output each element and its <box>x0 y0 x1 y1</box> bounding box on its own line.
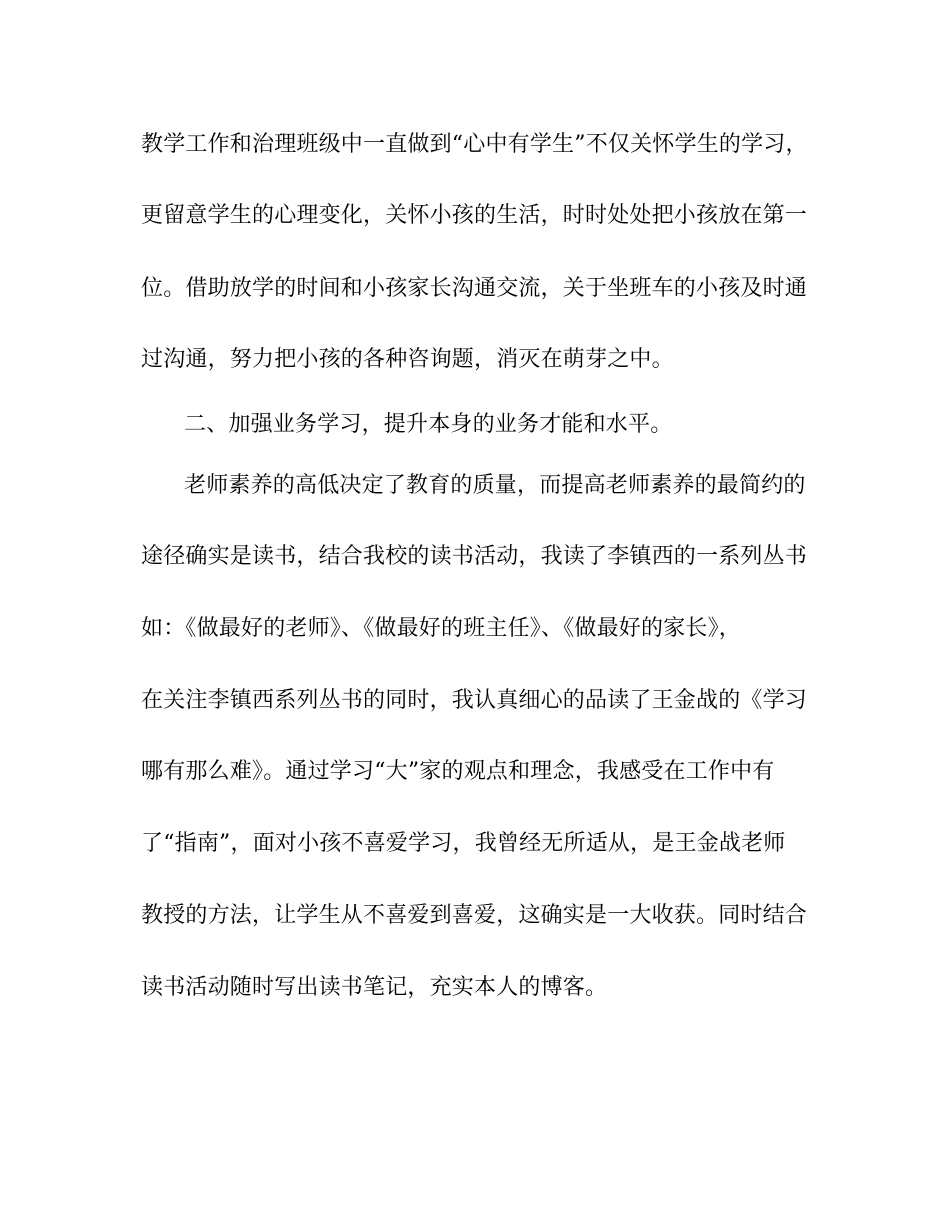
paragraph-line-8: 如：《做最好的老师》、《做最好的班主任》、《做最好的家长》， <box>141 616 742 641</box>
section-heading: 二、加强业务学习，提升本身的业务才能和水平。 <box>184 412 673 437</box>
paragraph-line-13: 读书活动随时写出读书笔记，充实本人的博客。 <box>141 975 608 1000</box>
paragraph-line-1: 教学工作和治理班级中一直做到“心中有学生”不仅关怀学生的学习， <box>141 132 808 157</box>
paragraph-line-3: 位。借助放学的时间和小孩家长沟通交流，关于坐班车的小孩及时通 <box>141 276 808 301</box>
paragraph-line-10: 哪有那么难》。通过学习“大”家的观点和理念，我感受在工作中有 <box>141 759 775 784</box>
paragraph-line-6: 老师素养的高低决定了教育的质量，而提高老师素养的最简约的 <box>184 473 806 498</box>
paragraph-line-12: 教授的方法，让学生从不喜爱到喜爱，这确实是一大收获。同时结合 <box>141 903 808 928</box>
paragraph-line-11: 了“指南”，面对小孩不喜爱学习，我曾经无所适从，是王金战老师 <box>141 831 786 856</box>
paragraph-line-4: 过沟通，努力把小孩的各种咨询题，消灭在萌芽之中。 <box>141 347 674 372</box>
paragraph-line-7: 途径确实是读书，结合我校的读书活动，我读了李镇西的一系列丛书 <box>141 544 808 569</box>
paragraph-line-9: 在关注李镇西系列丛书的同时，我认真细心的品读了王金战的《学习 <box>141 688 808 713</box>
paragraph-line-2: 更留意学生的心理变化，关怀小孩的生活，时时处处把小孩放在第一 <box>141 203 808 228</box>
